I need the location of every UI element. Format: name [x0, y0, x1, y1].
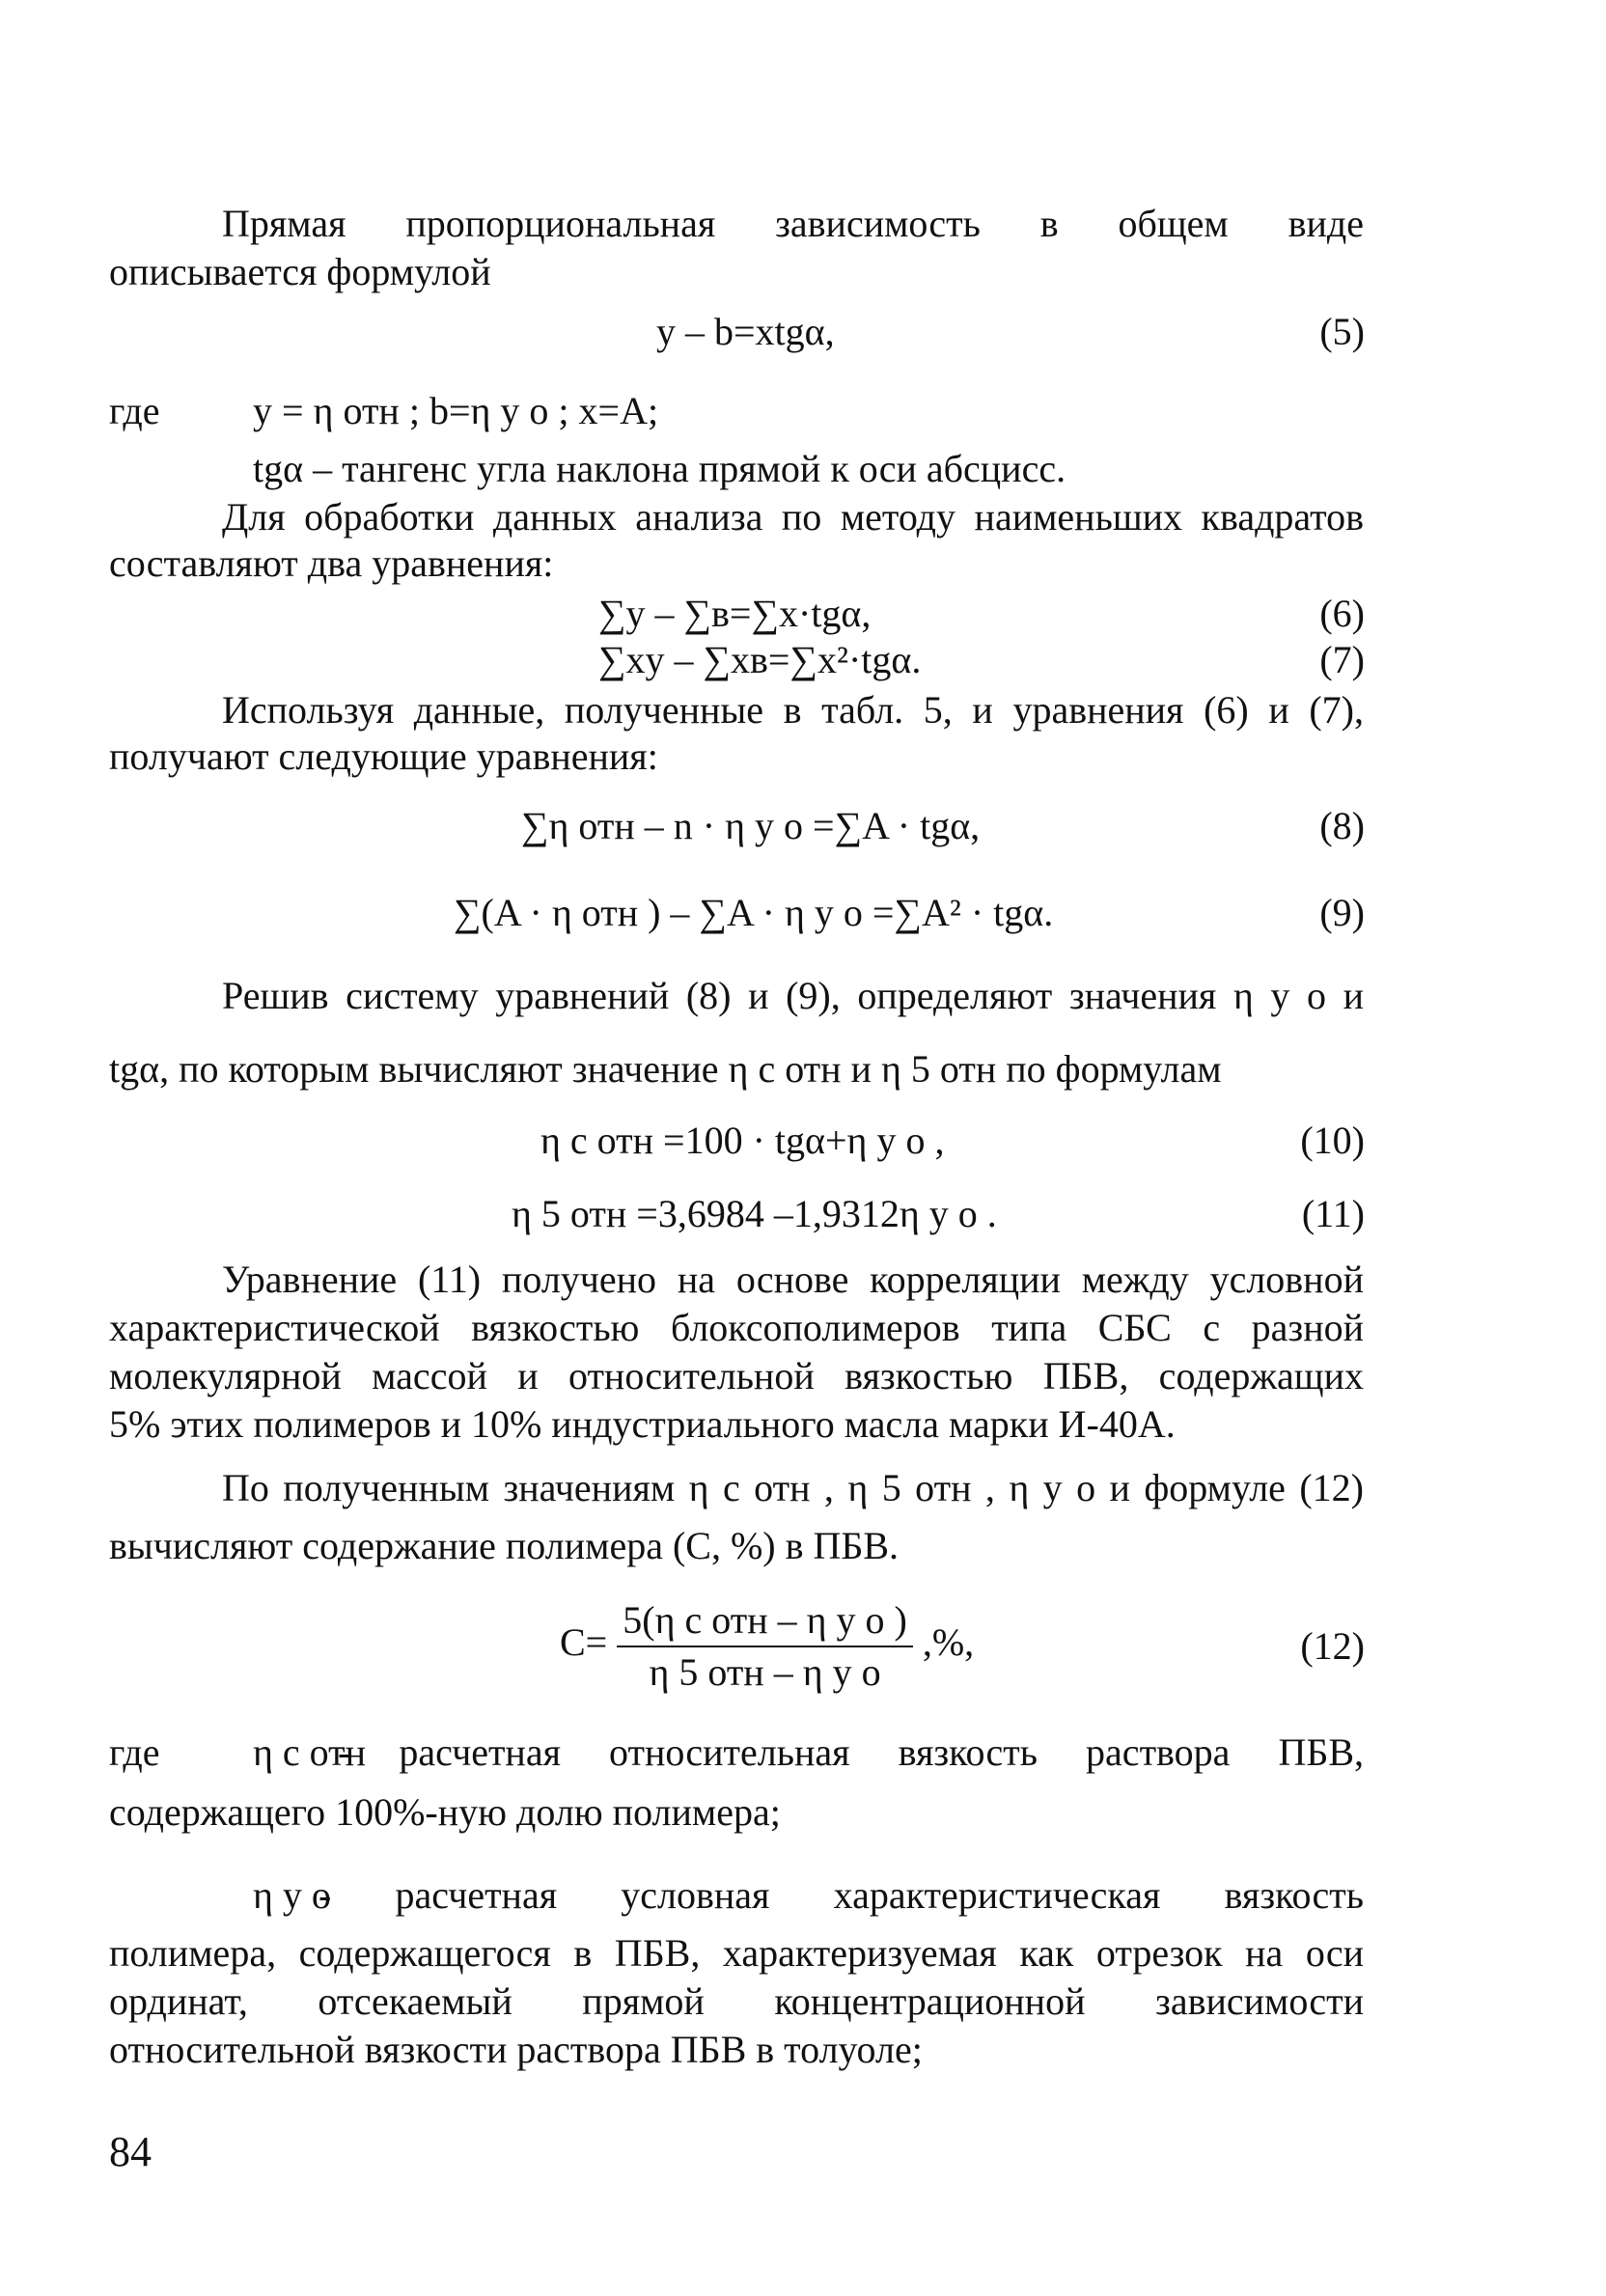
- paragraph-line: описывается формулой: [109, 250, 491, 293]
- definition-symbol: η с отн: [253, 1730, 367, 1774]
- definition-line: относительной вязкости раствора ПБВ в толуоле;: [109, 2028, 923, 2071]
- eq12-denominator: η 5 отн – η у о: [649, 1649, 881, 1694]
- equation-5: y – b=xtgα,: [656, 310, 835, 353]
- definition-line: - расчетная относительная вязкость раствора ПБВ,: [338, 1730, 1364, 1774]
- where-definition: y = η отн ; b=η у о ; x=A;: [253, 389, 659, 432]
- eq12-numerator: 5(η с отн – η у о ): [617, 1595, 913, 1647]
- equation-12: [560, 1592, 974, 1698]
- definition-line: полимера, содержащегося в ПБВ, характеризуемая как отрезок на оси: [109, 1931, 1364, 1975]
- definition-line: ординат, отсекаемый прямой концентрационной зависимости: [109, 1979, 1364, 2023]
- paragraph-line: Уравнение (11) получено на основе корреляции между условной: [222, 1258, 1364, 1301]
- equation-number: (12): [1300, 1624, 1365, 1668]
- equation-7: ∑xy – ∑xв=∑x²·tgα.: [598, 638, 922, 681]
- page-number: 84: [109, 2128, 152, 2175]
- equation-number: (8): [1319, 804, 1365, 847]
- equation-9: ∑(A · η отн ) – ∑A · η у о =∑A² · tgα.: [454, 891, 1054, 934]
- eq12-fraction: [617, 1595, 913, 1698]
- paragraph-line: получают следующие уравнения:: [109, 734, 658, 778]
- equation-number: (10): [1300, 1119, 1365, 1162]
- paragraph-line: молекулярной массой и относительной вязкостью ПБВ, содержащих: [109, 1354, 1364, 1397]
- equation-number: (5): [1319, 310, 1365, 353]
- equation-number: (11): [1301, 1192, 1365, 1235]
- where-definition: tgα – тангенс угла наклона прямой к оси абсцисс.: [253, 447, 1066, 490]
- where-label: где: [109, 1730, 160, 1774]
- eq12-lhs: C=: [560, 1620, 608, 1664]
- where-label: где: [109, 389, 160, 432]
- paragraph-line: По полученным значениям η с отн , η 5 отн , η у о и формуле (12): [222, 1466, 1364, 1509]
- paragraph-line: Используя данные, полученные в табл. 5, и уравнения (6) и (7),: [222, 688, 1364, 732]
- paragraph-line: вычисляют содержание полимера (С, %) в ПБВ.: [109, 1524, 900, 1567]
- eq12-unit: ,%,: [922, 1620, 975, 1664]
- definition-line: - расчетная условная характеристическая вязкость: [318, 1873, 1364, 1917]
- paragraph-line: 5% этих полимеров и 10% индустриального масла марки И-40А.: [109, 1402, 1176, 1446]
- paragraph-line: Решив систему уравнений (8) и (9), определяют значения η у о и: [222, 974, 1364, 1017]
- equation-10: η с отн =100 · tgα+η у о ,: [540, 1119, 945, 1162]
- equation-number: (6): [1319, 592, 1365, 635]
- equation-11: η 5 отн =3,6984 –1,9312η у о .: [512, 1192, 997, 1235]
- definition-line: содержащего 100%-ную долю полимера;: [109, 1790, 781, 1834]
- equation-8: ∑η отн – n · η у о =∑A · tgα,: [521, 804, 981, 847]
- paragraph-line: tgα, по которым вычисляют значение η с отн и η 5 отн по формулам: [109, 1047, 1222, 1091]
- paragraph-line: характеристической вязкостью блоксополимеров типа СБС с разной: [109, 1306, 1364, 1349]
- paragraph-line: составляют два уравнения:: [109, 541, 554, 585]
- equation-number: (7): [1319, 638, 1365, 681]
- definition-symbol: η у о: [253, 1873, 331, 1917]
- equation-number: (9): [1319, 891, 1365, 934]
- equation-6: ∑y – ∑в=∑x·tgα,: [598, 592, 872, 635]
- paragraph-line: Прямая пропорциональная зависимость в общем виде: [222, 202, 1364, 245]
- paragraph-line: Для обработки данных анализа по методу наименьших квадратов: [222, 495, 1364, 539]
